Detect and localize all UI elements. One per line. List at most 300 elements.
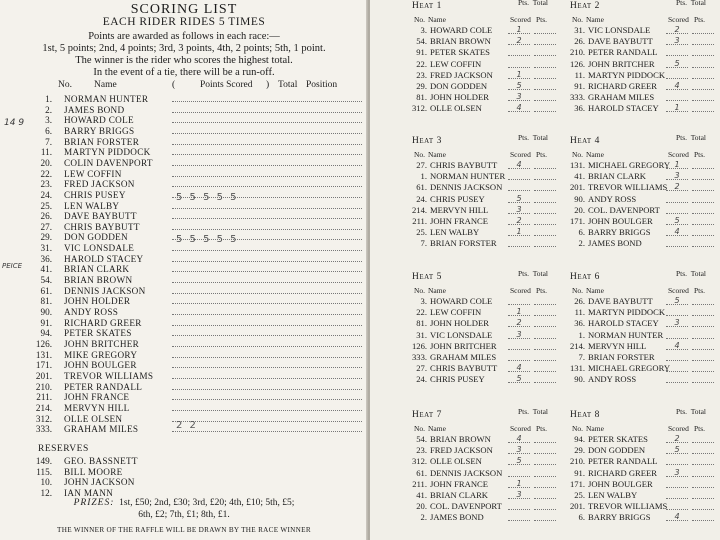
heat-rider-name: PETER RANDALL	[588, 456, 658, 467]
heat-rider-row	[412, 490, 558, 501]
heat-title: Heat 6	[570, 272, 600, 282]
heat-rider-number: 36.	[574, 318, 585, 329]
heat-rider-name: OLLE OLSEN	[430, 103, 482, 114]
reserve-number: 10.	[40, 477, 52, 487]
scoring-rules	[0, 31, 368, 79]
heat-rider-row	[412, 227, 558, 238]
total-points	[692, 374, 714, 383]
total-points	[692, 59, 714, 68]
heat-rider-number: 90.	[574, 374, 585, 385]
score-line	[172, 346, 362, 347]
score-line	[172, 378, 362, 379]
total-points	[692, 318, 714, 327]
points-scored: 5	[666, 216, 688, 225]
heat-rider-number: 201.	[570, 501, 586, 512]
heat-rider-name: CHRIS BAYBUTT	[430, 363, 498, 374]
rider-name: BARRY BRIGGS	[64, 125, 135, 136]
score-line	[172, 186, 362, 187]
rider-name: COLIN DAVENPORT	[64, 157, 153, 168]
total-points	[534, 182, 556, 191]
heat-rider-number: 54.	[416, 434, 427, 444]
heat-rider-number: 61.	[416, 467, 427, 478]
name-label: Name	[586, 286, 604, 295]
heat-rider-number: 41.	[416, 490, 427, 500]
score-line	[172, 357, 362, 358]
heat-rider-name: BARRY BRIGGS	[588, 227, 651, 238]
heat-rider-name: OLLE OLSEN	[430, 456, 482, 467]
score-line	[172, 335, 362, 336]
total-points	[692, 307, 714, 316]
total-points	[534, 501, 556, 510]
score-line	[172, 421, 362, 422]
col-position: Position	[306, 80, 338, 90]
total-points	[692, 434, 714, 443]
page-title: SCORING LIST	[130, 2, 238, 17]
score-line	[172, 229, 362, 230]
points-scored: 1	[508, 307, 530, 316]
points-scored	[666, 92, 688, 101]
rider-name: DAVE BAYBUTT	[64, 211, 137, 222]
heat-rider-number: 22.	[416, 307, 427, 318]
heat-rider-name: BRIAN BROWN	[430, 434, 491, 444]
total-points	[692, 296, 714, 305]
points-scored	[666, 70, 688, 79]
heat-rider-row	[412, 25, 558, 36]
heat-rider-row	[570, 36, 716, 47]
rider-number: 210.	[35, 381, 52, 392]
heat-rider-row	[412, 374, 558, 385]
total-points	[692, 445, 714, 454]
no-label: No.	[414, 15, 426, 24]
heat-points-header	[676, 270, 716, 278]
reserve-name: GEO. BASSNETT	[64, 456, 138, 466]
score-line	[172, 101, 362, 102]
heat-rider-number: 25.	[416, 227, 427, 238]
rider-number: 1.	[45, 94, 52, 104]
heat-rider-number: 2.	[578, 238, 585, 249]
heat-rider-name: LEW COFFIN	[430, 307, 482, 318]
rider-name: NORMAN HUNTER	[64, 94, 149, 104]
total-points	[534, 238, 556, 247]
points-scored	[666, 490, 688, 499]
heat-rider-name: LEN WALBY	[430, 227, 480, 238]
heat-rider-row	[412, 160, 558, 171]
heat-rider-row	[570, 81, 716, 92]
heat-rider-name: HOWARD COLE	[430, 25, 493, 35]
heat-rider-name: CHRIS PUSEY	[430, 374, 485, 385]
rider-number: 6.	[45, 125, 52, 136]
total-points	[534, 434, 556, 443]
points-scored: 5	[508, 374, 530, 383]
points-scored: 3	[508, 330, 530, 339]
heat-rider-number: 91.	[574, 467, 585, 478]
points-scored: 4	[666, 341, 688, 350]
heat-rider-name: MARTYN PIDDOCK	[588, 307, 666, 318]
total-points	[534, 160, 556, 169]
heat-rider-row	[570, 330, 716, 341]
heat-rider-name: JOHN BRITCHER	[588, 58, 655, 69]
scored-label: Scored	[510, 15, 531, 24]
rider-number: 312.	[35, 413, 52, 424]
total-points	[692, 205, 714, 214]
heat-rider-number: 1.	[578, 329, 585, 340]
rider-name: LEW COFFIN	[64, 168, 122, 179]
total-points	[692, 103, 714, 112]
heat-rider-row	[412, 479, 558, 490]
pts-label: Pts.	[536, 15, 548, 24]
total-points	[534, 352, 556, 361]
rider-number: 26.	[40, 211, 52, 222]
points-scored	[666, 330, 688, 339]
score-line	[172, 208, 362, 209]
rule-line: The winner is the rider who scores the highest total.	[75, 55, 293, 66]
heat-rider-row	[570, 103, 716, 114]
heat-rider-name: MICHAEL GREGORY	[588, 160, 671, 170]
heat-rider-name: BRIAN CLARK	[588, 171, 647, 182]
heat-rider-row	[570, 374, 716, 385]
heat-rider-number: 36.	[574, 103, 585, 114]
total-label: Total	[532, 0, 548, 7]
score-line	[172, 218, 362, 219]
heat-rider-number: 171.	[570, 216, 586, 226]
total-points	[692, 70, 714, 79]
score-line	[172, 261, 362, 262]
heat-rider-row	[570, 70, 716, 81]
name-label: Name	[428, 286, 446, 295]
rider-number: 3.	[45, 115, 52, 126]
score-line	[172, 325, 362, 326]
points-scored	[508, 59, 530, 68]
heat-rider-name: MERVYN HILL	[588, 340, 647, 351]
rider-number: 22.	[40, 168, 52, 179]
heat-rider-name: GRAHAM MILES	[430, 352, 497, 362]
scored-label: Scored	[510, 424, 531, 433]
col-open: (	[172, 80, 176, 90]
points-scored: 3	[508, 490, 530, 499]
total-points	[692, 501, 714, 510]
rider-name: HAROLD STACEY	[64, 253, 144, 264]
scored-label: Scored	[668, 286, 689, 295]
rider-name: ANDY ROSS	[64, 307, 119, 317]
heat-rider-row	[570, 238, 716, 249]
total-points	[534, 81, 556, 90]
points-scored: 4	[666, 81, 688, 90]
heat-rider-number: 7.	[578, 352, 585, 362]
total-points	[692, 47, 714, 56]
points-scored: 1	[508, 227, 530, 236]
points-scored: 4	[508, 103, 530, 112]
pts-label: Pts.	[518, 133, 530, 142]
pts-label: Pts.	[676, 407, 688, 416]
points-scored	[666, 374, 688, 383]
total-label: Total	[532, 269, 548, 278]
points-scored	[508, 501, 530, 510]
heat-rider-name: MERVYN HILL	[430, 204, 489, 215]
heat-rider-name: CHRIS PUSEY	[430, 193, 485, 204]
heat-rider-name: NORMAN HUNTER	[430, 171, 506, 182]
heat-rider-name: FRED JACKSON	[430, 445, 493, 456]
heat-rider-number: 210.	[570, 456, 586, 467]
heat-rider-number: 54.	[416, 36, 427, 47]
scored-label: Scored	[510, 150, 531, 159]
points-scored: 5	[508, 456, 530, 465]
rider-name: LEN WALBY	[64, 200, 120, 211]
col-no: No.	[58, 80, 72, 90]
rider-name: CHRIS BAYBUTT	[64, 221, 140, 232]
score-line	[172, 154, 362, 155]
points-scored: 4	[666, 227, 688, 236]
heat-points-header	[518, 134, 558, 142]
total-points	[692, 194, 714, 203]
rider-name: DON GODDEN	[64, 232, 128, 243]
raffle-note: THE WINNER OF THE RAFFLE WILL BE DRAWN BY THE RACE WINNER	[57, 526, 311, 534]
total-points	[692, 352, 714, 361]
total-points	[692, 456, 714, 465]
total-points	[534, 318, 556, 327]
points-scored: 5	[666, 59, 688, 68]
heat-rider-name: JOHN BOULGER	[588, 478, 653, 489]
heat-rider-name: VIC LONSDALE	[430, 329, 493, 340]
points-scored: 1	[508, 25, 530, 34]
heat-rider-row	[570, 25, 716, 36]
heat-rider-number: 171.	[570, 478, 586, 489]
heat-rider-row	[412, 47, 558, 58]
handwritten-mark: PEICE	[2, 262, 23, 270]
no-label: No.	[572, 150, 584, 159]
rider-name: CHRIS PUSEY	[64, 189, 126, 200]
points-scored	[666, 456, 688, 465]
heat-rider-name: BRIAN FORSTER	[588, 352, 655, 362]
heat-points-header	[676, 0, 716, 7]
heat-rider-number: 81.	[416, 92, 427, 103]
points-scored: 5	[508, 81, 530, 90]
rider-number: 27.	[40, 221, 52, 232]
heat-points-header	[518, 0, 558, 7]
heat-rider-name: JOHN FRANCE	[430, 478, 489, 489]
points-scored	[508, 47, 530, 56]
heat-rider-row	[570, 59, 716, 70]
total-points	[534, 341, 556, 350]
col-points: Points Scored	[200, 80, 253, 90]
points-scored	[666, 238, 688, 247]
points-scored: 3	[666, 36, 688, 45]
rider-name: OLLE OLSEN	[64, 413, 123, 424]
reserve-number: 12.	[40, 487, 52, 498]
total-points	[534, 296, 556, 305]
total-points	[692, 216, 714, 225]
heat-rider-name: GRAHAM MILES	[588, 92, 655, 103]
heat-rider-number: 27.	[416, 160, 427, 170]
pts-label: Pts.	[676, 0, 688, 7]
heat-rider-name: ANDY ROSS	[588, 374, 637, 385]
rider-name: MIKE GREGORY	[64, 349, 138, 360]
rider-number: 61.	[40, 285, 52, 296]
heat-rider-row	[570, 445, 716, 456]
reserve-number: 149.	[35, 456, 52, 466]
pts-label: Pts.	[536, 286, 548, 295]
heat-rider-row	[570, 501, 716, 512]
heat-rider-row	[412, 70, 558, 81]
pts-label: Pts.	[694, 150, 706, 159]
heat-rider-row	[570, 194, 716, 205]
heat-rider-number: 29.	[574, 445, 585, 456]
total-label: Total	[690, 133, 706, 142]
rider-name: GRAHAM MILES	[64, 424, 139, 435]
points-scored: 2	[666, 25, 688, 34]
prizes-line: 1st, £50; 2nd, £30; 3rd, £20; 4th, £10; 5th, £5;	[119, 498, 295, 508]
points-scored: 3	[666, 171, 688, 180]
heat-rider-number: 25.	[574, 490, 585, 500]
rider-number: 126.	[35, 338, 52, 349]
heat-title: Heat 4	[570, 136, 600, 146]
rider-name: BRIAN BROWN	[64, 275, 133, 286]
pts-label: Pts.	[676, 269, 688, 278]
heat-rider-name: BARRY BRIGGS	[588, 512, 651, 523]
heat-title: Heat 3	[412, 136, 442, 146]
heat-rider-row	[570, 205, 716, 216]
rider-number: 214.	[35, 402, 52, 413]
score-line	[172, 367, 362, 368]
points-scored: 5	[666, 296, 688, 305]
heat-rider-number: 26.	[574, 36, 585, 47]
scored-label: Scored	[668, 15, 689, 24]
heat-title: Heat 8	[570, 410, 600, 420]
score-line	[172, 303, 362, 304]
points-scored	[508, 182, 530, 191]
points-scored: 2	[508, 36, 530, 45]
name-label: Name	[586, 150, 604, 159]
heat-rider-number: 90.	[574, 193, 585, 204]
heat-rider-row	[570, 92, 716, 103]
heat-rider-row	[412, 205, 558, 216]
heat-rider-row	[412, 194, 558, 205]
points-scored: 4	[508, 160, 530, 169]
heat-rider-row	[570, 352, 716, 363]
rider-name: MARTYN PIDDOCK	[64, 147, 151, 158]
heat-rider-row	[412, 363, 558, 374]
heat-rider-row	[570, 227, 716, 238]
heat-rider-name: MARTYN PIDDOCK	[588, 69, 666, 80]
points-scored: 3	[666, 468, 688, 477]
heat-rider-number: 81.	[416, 318, 427, 329]
rider-name: DENNIS JACKSON	[64, 285, 146, 296]
heat-rider-name: PETER SKATES	[588, 434, 648, 444]
score-line	[172, 389, 362, 390]
heat-rider-row	[412, 512, 558, 523]
total-points	[534, 92, 556, 101]
heat-rider-number: 31.	[416, 329, 427, 340]
rider-name: PETER SKATES	[64, 328, 132, 339]
pts-label: Pts.	[694, 424, 706, 433]
heat-rider-row	[412, 307, 558, 318]
points-scored	[666, 205, 688, 214]
total-points	[534, 445, 556, 454]
heat-rider-row	[412, 103, 558, 114]
scored-label: Scored	[510, 286, 531, 295]
heat-rider-number: 333.	[412, 352, 428, 362]
rider-number: 31.	[40, 243, 52, 254]
heat-rider-number: 94.	[574, 434, 585, 444]
rider-number: 201.	[35, 370, 52, 381]
points-scored: 1	[666, 160, 688, 169]
col-total: Total	[278, 80, 298, 90]
heat-rider-name: PETER SKATES	[430, 47, 490, 58]
heat-rider-row	[570, 434, 716, 445]
total-points	[534, 36, 556, 45]
pts-label: Pts.	[518, 269, 530, 278]
no-label: No.	[572, 286, 584, 295]
total-points	[534, 307, 556, 316]
total-points	[534, 205, 556, 214]
heat-rider-row	[570, 216, 716, 227]
name-label: Name	[586, 15, 604, 24]
heat-points-header	[676, 408, 716, 416]
heat-rider-name: PETER RANDALL	[588, 47, 658, 58]
heat-rider-name: JOHN BOULGER	[588, 216, 653, 226]
total-points	[692, 363, 714, 372]
heat-rider-row	[570, 363, 716, 374]
total-points	[692, 81, 714, 90]
rider-name: FRED JACKSON	[64, 179, 135, 190]
heat-rider-name: DON GODDEN	[588, 445, 646, 456]
reserve-number: 115.	[36, 466, 52, 477]
heat-rider-number: 24.	[416, 374, 427, 385]
heat-rider-row	[570, 307, 716, 318]
heat-rider-number: 31.	[574, 25, 585, 35]
heat-rider-name: DAVE BAYBUTT	[588, 36, 653, 47]
rider-name: HOWARD COLE	[64, 115, 134, 126]
points-scored: 4	[508, 363, 530, 372]
pts-label: Pts.	[518, 0, 530, 7]
total-points	[534, 25, 556, 34]
heat-rider-row	[412, 296, 558, 307]
heat-rider-name: HAROLD STACEY	[588, 318, 659, 329]
total-label: Total	[690, 407, 706, 416]
heat-points-header	[518, 408, 558, 416]
heat-rider-number: 2.	[420, 512, 427, 523]
heat-rider-row	[412, 216, 558, 227]
heat-rider-name: TREVOR WILLIAMS	[588, 501, 668, 512]
heat-rider-number: 214.	[570, 340, 586, 351]
total-points	[692, 36, 714, 45]
reserve-name: IAN MANN	[64, 487, 114, 498]
total-label: Total	[532, 407, 548, 416]
heat-rider-row	[570, 296, 716, 307]
heat-rider-number: 131.	[570, 363, 586, 374]
total-points	[692, 330, 714, 339]
heat-rider-number: 210.	[570, 47, 586, 58]
rider-number: 54.	[40, 275, 52, 286]
heat-rider-row	[570, 456, 716, 467]
score-line	[172, 122, 362, 123]
points-scored: 3	[508, 92, 530, 101]
heat-points-header	[518, 270, 558, 278]
total-points	[692, 468, 714, 477]
total-points	[692, 512, 714, 521]
total-points	[534, 512, 556, 521]
points-scored	[666, 363, 688, 372]
pts-label: Pts.	[676, 133, 688, 142]
rule-line: Points are awarded as follows in each race:—	[88, 31, 280, 42]
points-scored: 4	[666, 512, 688, 521]
heat-rider-name: DENNIS JACKSON	[430, 182, 503, 193]
rider-name: JOHN FRANCE	[64, 392, 130, 403]
pts-label: Pts.	[536, 150, 548, 159]
heat-rider-number: 211.	[412, 216, 427, 226]
heat-points-header	[676, 134, 716, 142]
rider-number: 36.	[40, 253, 52, 264]
heat-rider-name: JAMES BOND	[588, 238, 642, 249]
